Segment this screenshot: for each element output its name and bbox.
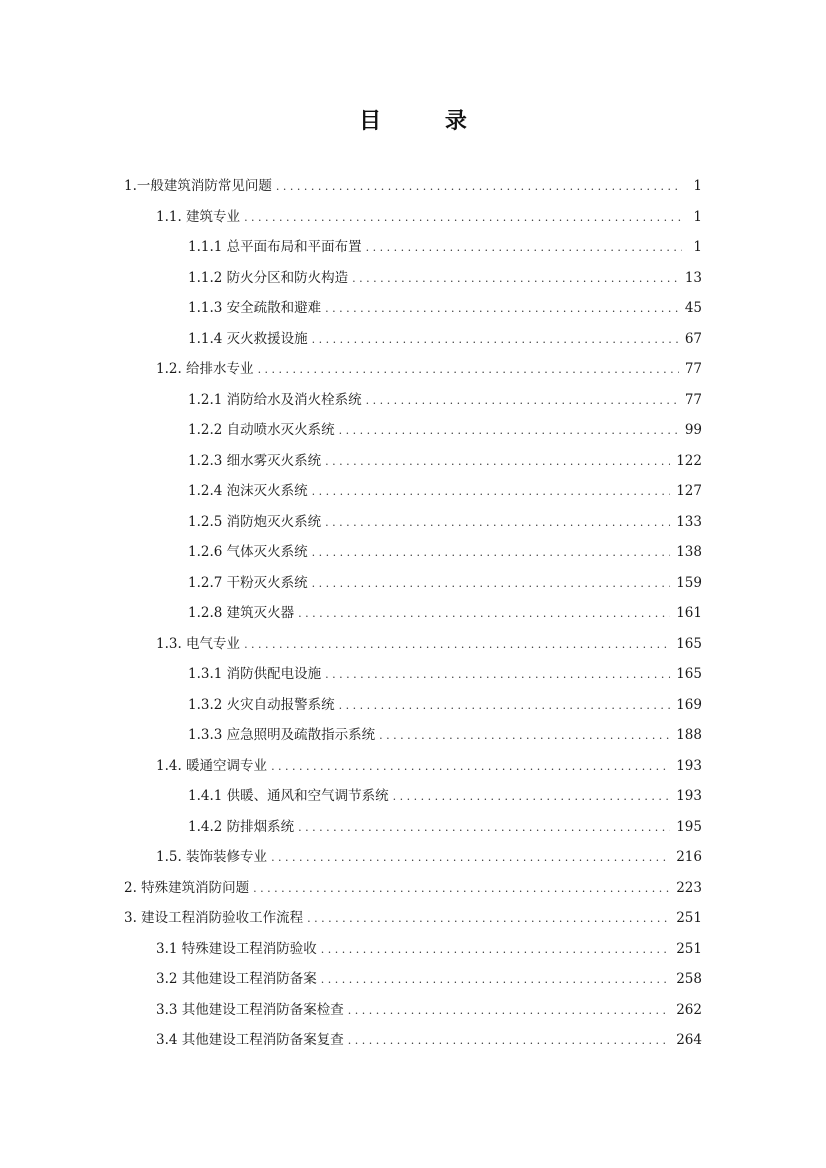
toc-entry-page: 165 <box>676 635 702 652</box>
toc-entry-page: 1 <box>693 178 702 194</box>
toc-entry-page: 67 <box>684 330 702 347</box>
toc-entry-label: 1.一般建筑消防常见问题 <box>124 178 272 194</box>
toc-entry-page: 216 <box>676 849 702 865</box>
toc-entry[interactable] <box>124 906 702 928</box>
toc-entry-page: 195 <box>676 818 702 835</box>
toc-entry-page: 127 <box>676 483 702 499</box>
toc-entry[interactable] <box>156 967 702 989</box>
toc-entry-page: 1 <box>693 208 702 225</box>
toc-entry[interactable] <box>124 876 702 898</box>
toc-entry-label: 1.4.2 防排烟系统 <box>188 818 295 835</box>
toc-entry-label: 1.2.8 建筑灭火器 <box>188 605 295 621</box>
dot-leader <box>348 1004 670 1017</box>
toc-entry-label: 1.1. 建筑专业 <box>156 208 241 225</box>
toc-entry-label: 1.3.1 消防供配电设施 <box>188 666 322 682</box>
dot-leader <box>307 912 670 925</box>
toc-entry-page: 264 <box>676 1032 702 1048</box>
toc-entry-label: 1.4. 暖通空调专业 <box>156 757 268 774</box>
toc-entry-label: 1.4.1 供暖、通风和空气调节系统 <box>188 788 389 804</box>
toc-entry-label: 3.1 特殊建设工程消防验收 <box>156 940 317 957</box>
dot-leader <box>393 790 671 803</box>
toc-entry-page: 138 <box>676 544 702 560</box>
toc-entry-label: 2. 特殊建筑消防问题 <box>124 879 250 896</box>
toc-entry-page: 188 <box>676 727 702 743</box>
toc-entry-label: 1.3. 电气专业 <box>156 635 241 652</box>
toc-entry-page: 159 <box>676 574 702 591</box>
toc-entry[interactable] <box>156 632 702 654</box>
toc-entry-label: 1.2.1 消防给水及消火栓系统 <box>188 391 362 408</box>
toc-entry[interactable] <box>188 418 702 440</box>
toc-entry[interactable] <box>188 296 702 318</box>
toc-entry-page: 258 <box>676 971 702 987</box>
dot-leader <box>258 363 679 376</box>
dot-leader <box>298 821 670 834</box>
toc-entry[interactable] <box>188 540 702 562</box>
toc-entry[interactable] <box>188 784 702 806</box>
toc-entry-label: 1.3.3 应急照明及疏散指示系统 <box>188 727 376 743</box>
toc-entry-label: 1.2.6 气体灭火系统 <box>188 544 308 560</box>
toc-entry-page: 251 <box>676 910 702 926</box>
toc-entry-label: 1.1.2 防火分区和防火构造 <box>188 269 349 286</box>
dot-leader <box>379 729 670 742</box>
toc-entry[interactable] <box>188 479 702 501</box>
toc-entry-page: 1 <box>693 239 702 255</box>
dot-leader <box>339 699 671 712</box>
toc-entry-label: 1.3.2 火灾自动报警系统 <box>188 696 335 713</box>
toc-entry[interactable] <box>188 693 702 715</box>
dot-leader <box>352 272 679 285</box>
toc-entry-page: 122 <box>676 452 702 469</box>
toc-entry-page: 99 <box>684 422 702 438</box>
dot-leader <box>312 485 671 498</box>
dot-leader <box>312 333 679 346</box>
dot-leader <box>325 516 670 529</box>
toc-entry[interactable] <box>188 327 702 349</box>
toc-entry-label: 1.2.2 自动喷水灭火系统 <box>188 422 335 438</box>
dot-leader <box>253 882 670 895</box>
toc-entry[interactable] <box>188 815 702 837</box>
dot-leader <box>271 760 670 773</box>
toc-entry-page: 77 <box>684 391 702 408</box>
toc-entry-label: 3.3 其他建设工程消防备案检查 <box>156 1001 344 1018</box>
dot-leader <box>325 668 670 681</box>
toc-entry[interactable] <box>188 266 702 288</box>
toc-entry[interactable] <box>188 571 702 593</box>
toc-entry-label: 1.1.4 灭火救援设施 <box>188 330 308 347</box>
toc-entry-page: 161 <box>676 605 702 621</box>
dot-leader <box>325 302 679 315</box>
toc-entry[interactable] <box>188 601 702 623</box>
toc-title: 目 录 <box>359 108 495 134</box>
toc-entry-label: 1.2.3 细水雾灭火系统 <box>188 452 322 469</box>
toc-entry-page: 77 <box>684 361 702 377</box>
toc-entry[interactable] <box>156 937 702 959</box>
toc-entry-page: 223 <box>676 879 702 896</box>
dot-leader <box>348 1034 670 1047</box>
toc-entry[interactable] <box>188 510 702 532</box>
dot-leader <box>276 180 682 193</box>
dot-leader <box>321 973 670 986</box>
toc-entry[interactable] <box>156 754 702 776</box>
toc-entry-label: 1.5. 装饰装修专业 <box>156 849 268 865</box>
toc-entry-page: 193 <box>676 757 702 774</box>
dot-leader <box>366 394 679 407</box>
toc-entry[interactable] <box>156 998 702 1020</box>
toc-entry-page: 251 <box>676 940 702 957</box>
dot-leader <box>321 943 670 956</box>
dot-leader <box>244 638 670 651</box>
toc-entry-page: 45 <box>684 300 702 316</box>
toc-entry-page: 133 <box>676 513 702 530</box>
toc-entry-label: 1.2.7 干粉灭火系统 <box>188 574 308 591</box>
dot-leader <box>244 211 682 224</box>
toc-entry-page: 165 <box>676 666 702 682</box>
dot-leader <box>271 851 670 864</box>
toc-entry[interactable] <box>188 449 702 471</box>
toc-entry-label: 1.1.1 总平面布局和平面布置 <box>188 239 362 255</box>
toc-entry[interactable] <box>156 205 702 227</box>
toc-entry-label: 1.2.5 消防炮灭火系统 <box>188 513 322 530</box>
toc-entry-label: 3. 建设工程消防验收工作流程 <box>124 910 304 926</box>
toc-entry[interactable] <box>156 845 702 867</box>
dot-leader <box>325 455 670 468</box>
toc-entry[interactable] <box>188 235 702 257</box>
toc-entry-page: 262 <box>676 1001 702 1018</box>
toc-entry-page: 193 <box>676 788 702 804</box>
toc-entry-page: 169 <box>676 696 702 713</box>
toc-entry-label: 1.1.3 安全疏散和避难 <box>188 300 322 316</box>
toc-entry[interactable] <box>156 1028 702 1050</box>
toc-entry[interactable] <box>156 357 702 379</box>
dot-leader <box>312 546 671 559</box>
toc-entry-label: 3.2 其他建设工程消防备案 <box>156 971 317 987</box>
toc-entry[interactable] <box>124 174 702 196</box>
toc-entry-label: 1.2.4 泡沫灭火系统 <box>188 483 308 499</box>
toc-entry[interactable] <box>188 662 702 684</box>
toc-entry-label: 3.4 其他建设工程消防备案复查 <box>156 1032 344 1048</box>
dot-leader <box>339 424 679 437</box>
toc-entry[interactable] <box>188 723 702 745</box>
toc-entry[interactable] <box>188 388 702 410</box>
dot-leader <box>298 607 670 620</box>
toc-entry-label: 1.2. 给排水专业 <box>156 361 254 377</box>
dot-leader <box>312 577 671 590</box>
dot-leader <box>366 241 682 254</box>
toc-entry-page: 13 <box>684 269 702 286</box>
